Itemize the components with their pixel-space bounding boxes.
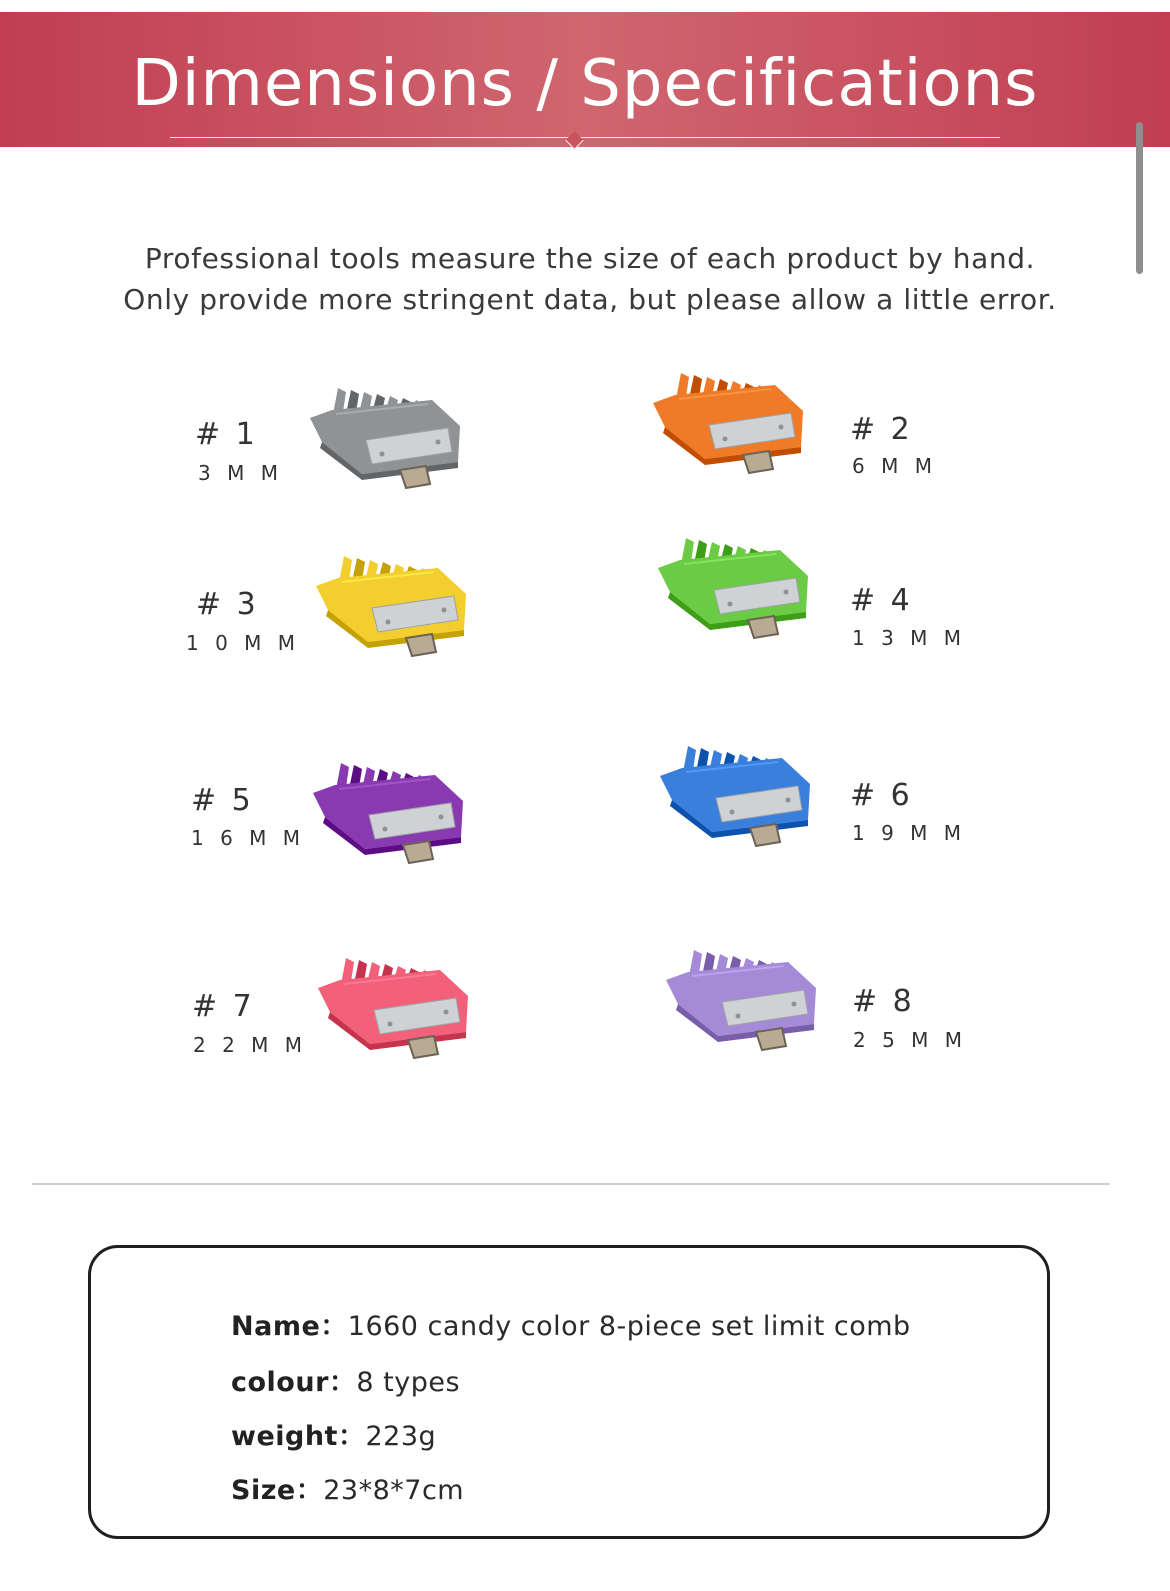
clipper-guard-icon: [302, 370, 472, 490]
spec-name-label: Name：: [231, 1311, 348, 1342]
guard-size: 1 6 M M: [191, 826, 306, 850]
clipper-guard-icon: [305, 745, 480, 885]
intro-line-1: Professional tools measure the size of each product by hand.: [144, 242, 1036, 275]
guard-size: 3 M M: [198, 461, 283, 485]
spec-size-value: 23*8*7cm: [323, 1475, 465, 1506]
spec-size: [231, 1468, 464, 1507]
guard-number: # 3: [196, 587, 259, 622]
guard-number: # 8: [852, 984, 915, 1019]
clipper-guard-icon: [308, 538, 478, 668]
intro-text: [60, 238, 1120, 320]
spec-name-value: 1660 candy color 8-piece set limit comb: [347, 1311, 911, 1342]
guard-size: 2 5 M M: [853, 1028, 968, 1052]
spec-size-label: Size：: [231, 1475, 324, 1506]
scrollbar-thumb[interactable]: [1136, 122, 1143, 274]
clipper-guard-icon: [652, 728, 832, 868]
spec-weight-label: weight：: [231, 1421, 366, 1452]
guard-size: 1 3 M M: [852, 626, 967, 650]
header-banner: [0, 12, 1170, 147]
spec-name: [231, 1304, 911, 1343]
spec-weight-value: 223g: [365, 1421, 437, 1452]
clipper-guard-icon: [645, 355, 815, 480]
guard-number: # 4: [850, 583, 913, 618]
page-title: Dimensions / Specifications: [131, 47, 1039, 121]
spec-box: [88, 1245, 1050, 1539]
guard-size: 2 2 M M: [193, 1033, 308, 1057]
guard-number: # 7: [192, 989, 255, 1024]
guard-size: 1 9 M M: [852, 821, 967, 845]
clipper-guard-icon: [650, 520, 820, 660]
title-notch: [565, 131, 583, 149]
clipper-guard-icon: [310, 940, 485, 1080]
intro-line-2: Only provide more stringent data, but please allow a little error.: [123, 283, 1057, 316]
guard-number: # 2: [850, 412, 913, 447]
guard-number: # 6: [850, 778, 913, 813]
guard-number: # 5: [191, 783, 254, 818]
guard-number: # 1: [195, 417, 258, 452]
spec-colour-label: colour：: [231, 1367, 357, 1398]
title-underline: [170, 137, 1000, 138]
guard-size: 1 0 M M: [186, 631, 301, 655]
spec-colour: [231, 1360, 460, 1399]
spec-colour-value: 8 types: [356, 1367, 461, 1398]
guard-size: 6 M M: [852, 454, 937, 478]
section-divider: [32, 1183, 1110, 1185]
spec-weight: [231, 1414, 436, 1453]
clipper-guard-icon: [658, 932, 838, 1077]
